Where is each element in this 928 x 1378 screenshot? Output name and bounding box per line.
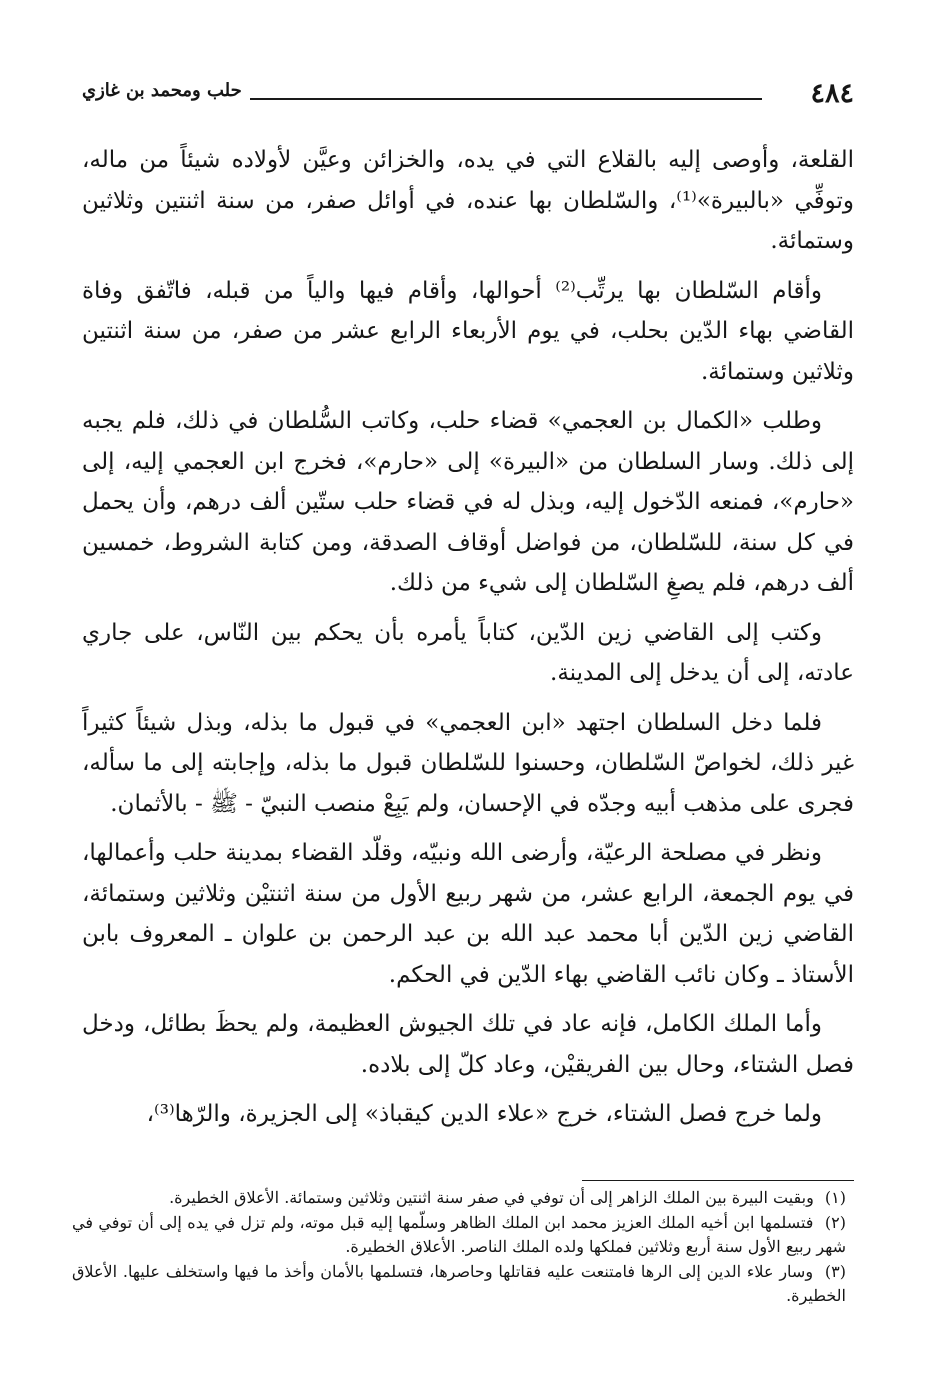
paragraph: ونظر في مصلحة الرعيّة، وأرضى الله ونبيّه، وقلّد القضاء بمدينة حلب وأعمالها، في يوم الجمعة، الرابع عشر، من شهر ربيع الأول من سنة اثنتيْن وثلاثين وستمائة، القاضي زين الدّين أبا محمد عبد الله بن عبد الرحمن بن علوان ـ المعروف بابن الأستاذ ـ وكان نائب القاضي بهاء الدّين في الحكم. bbox=[82, 840, 854, 988]
paragraph: القلعة، وأوصى إليه بالقلاع التي في يده، والخزائن وعيَّن لأولاده شيئاً من ماله، وتوفِّي «بالبيرة»⁽¹⁾، والسّلطان بها عنده، في أوائل صفر، من سنة اثنتين وثلاثين وستمائة. bbox=[82, 147, 855, 254]
paragraph: وطلب «الكمال بن العجمي» قضاء حلب، وكاتب السُّلطان في ذلك، فلم يجبه إلى ذلك. وسار السلطان من «البيرة» إلى «حارم»، فخرج ابن العجمي إليه، إلى «حارم»، فمنعه الدّخول إليه، وبذل له في قضاء حلب ستّين ألف درهم، وأن يحمل في كل سنة، للسّلطان، من فواضل أوقاف الصدقة، ومن كتابة الشروط، خمسين ألف درهم، فلم يصغِ السّلطان إلى شيء من ذلك. bbox=[82, 408, 854, 596]
footnote-number: (٣) bbox=[824, 1261, 846, 1281]
paragraph: ولما خرج فصل الشتاء، خرج «علاء الدين كيقباذ» إلى الجزيرة، والرّها⁽³⁾، bbox=[146, 1101, 822, 1127]
footnotes bbox=[72, 1186, 846, 1309]
footnote-number: (٢) bbox=[824, 1212, 847, 1232]
footnote-text: فتسلمها ابن أخيه الملك العزيز محمد ابن الملك الظاهر وسلّمها إليه قبل موته، ولم تزل في يده إلى أن توفي في شهر ربيع الأول سنة أربع وثلاثين فملكها ولده الملك الناصر. الأعلاق الخطيرة. bbox=[72, 1212, 846, 1256]
footnote bbox=[72, 1211, 846, 1260]
footnote bbox=[72, 1186, 846, 1211]
footnote bbox=[72, 1260, 846, 1309]
footnote-text: وبقيت البيرة بين الملك الزاهر إلى أن توفي في صفر سنة اثنتين وثلاثين وستمائة. الأعلاق الخطيرة. bbox=[169, 1188, 814, 1207]
running-title: حلب ومحمد بن غازي bbox=[82, 80, 242, 101]
paragraph: وأما الملك الكامل، فإنه عاد في تلك الجيوش العظيمة، ولم يحظَ بطائل، ودخل فصل الشتاء، وحال بين الفريقيْن، وعاد كلّ إلى بلاده. bbox=[82, 1011, 854, 1078]
page-header bbox=[82, 78, 854, 118]
paragraph: وكتب إلى القاضي زين الدّين، كتاباً يأمره بأن يحكم بين النّاس، على جاري عادته، إلى أن يدخل إلى المدينة. bbox=[82, 619, 854, 686]
footnote-number: (١) bbox=[824, 1188, 846, 1207]
footnote-text: وسار علاء الدين إلى الرها فامتنعت عليه فقاتلها وحاصرها، فتسلمها بالأمان وأخذ ما فيها واستخلف عليها. الأعلاق الخطيرة. bbox=[72, 1261, 846, 1305]
page-number: ٤٨٤ bbox=[810, 78, 854, 109]
header-rule bbox=[250, 98, 762, 100]
paragraph: فلما دخل السلطان اجتهد «ابن العجمي» في قبول ما بذله، وبذل شيئاً كثيراً غير ذلك، لخواصّ السّلطان، وحسنوا للسّلطان قبول ما بذله، وإجابته إلى ما سأله، فجرى على مذهب أبيه وجدّه في الإحسان، ولم يَبِعْ منصب النبيّ - ﷺ - بالأثمان. bbox=[82, 709, 854, 817]
footnote-separator bbox=[582, 1180, 854, 1181]
main-text bbox=[82, 140, 854, 1144]
paragraph: وأقام السّلطان بها يرتِّب⁽²⁾ أحوالها، وأقام فيها والياً من قبله، فاتّفق وفاة القاضي بهاء الدّين بحلب، في يوم الأربعاء الرابع عشر من صفر، من سنة اثنتين وثلاثين وستمائة. bbox=[82, 277, 854, 385]
